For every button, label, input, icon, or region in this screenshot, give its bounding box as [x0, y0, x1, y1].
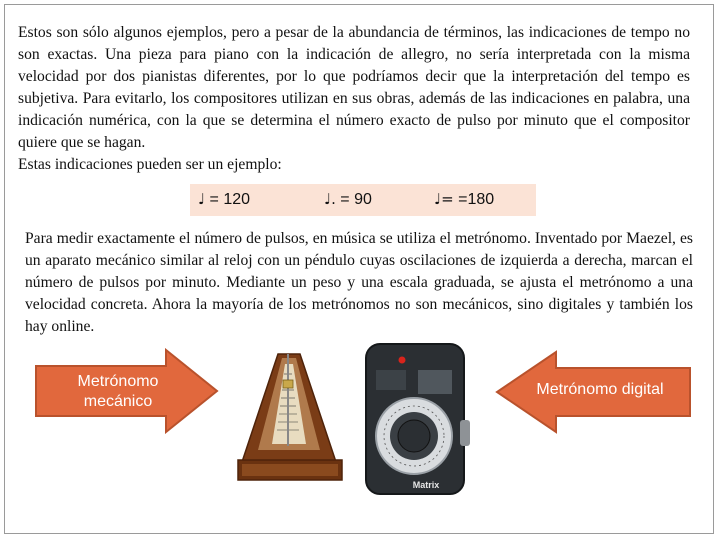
- digital-brand-label: Matrix: [412, 480, 440, 490]
- tempo-value: = 120: [209, 191, 251, 208]
- tempo-value: =180: [458, 191, 495, 208]
- metronome-paragraph: Para medir exactamente el número de pulsos, en música se utiliza el metrónomo. Inventado por Maezel, es un aparato mecánico similar al reloj con un péndulo cuyas oscilaciones de izquierda a derecha, marcan el número de pulsos por minuto. Mediante un peso y una escala graduada, se ajusta el metrónomo a una velocidad concreta. Ahora la mayoría de los metrónomos no son mecánicos, sino digitales y también los hay online.: [25, 230, 693, 335]
- dotted-quarter-note-icon: ♩.: [324, 190, 336, 208]
- quarter-note-icon: ♩=: [434, 190, 454, 208]
- digital-metronome-image: [362, 340, 474, 500]
- tempo-examples-band: [190, 184, 536, 216]
- tempo-example-180: [434, 190, 494, 209]
- arrow-left-label: Metrónomo mecánico: [77, 373, 159, 410]
- intro-paragraph: [18, 22, 690, 176]
- intro-tail-text: Estas indicaciones pueden ser un ejemplo:: [18, 156, 282, 173]
- tempo-example-120: [198, 190, 250, 209]
- quarter-note-icon: ♩: [198, 190, 206, 208]
- tempo-value: = 90: [340, 191, 372, 208]
- mechanical-metronome-image: [236, 350, 348, 482]
- arrow-right-label: Metrónomo digital: [536, 381, 664, 398]
- tempo-example-90: [324, 190, 372, 209]
- intro-text: Estos son sólo algunos ejemplos, pero a pesar de la abundancia de términos, las indicaciones de tempo no son exactas. Una pieza para piano con la indicación de allegro, no sería interpretada con la misma velocidad por dos pianistas diferentes, por lo que podríamos decir que la interpretación del tempo es subjetiva. Para evitarlo, los compositores utilizan en sus obras, además de las indicaciones en palabra, una indicación numérica, con la que se determina el número exacto de pulso por minuto que el compositor quiere que se hagan.: [18, 24, 690, 151]
